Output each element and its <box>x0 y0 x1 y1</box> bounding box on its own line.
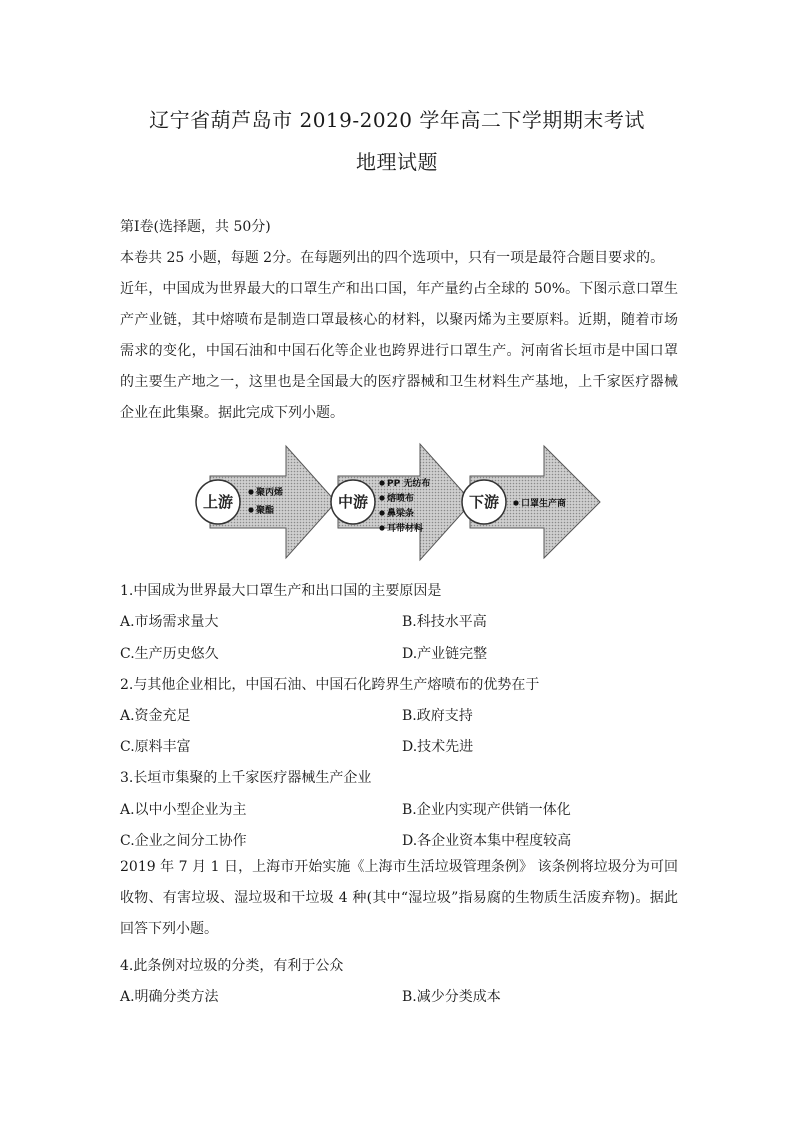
passage-garbage: 2019 年 7 月 1 日，上海市开始实施《上海市生活垃圾管理条例》 该条例将垃圾分为可回收物、有害垃圾、湿垃圾和干垃圾 4 种(其中“湿垃圾”指易腐的生物质生活废弃物)。据此回答下列小题。 <box>120 859 678 937</box>
bullet-icon <box>248 489 253 494</box>
downstream-label: 下游 <box>468 493 500 511</box>
question-stem: 4.此条例对垃圾的分类，有利于公众 <box>120 958 344 974</box>
mask-industry-chain-diagram <box>194 440 606 570</box>
midstream-item: 鼻梁条 <box>387 509 415 519</box>
midstream-item: PP 无纺布 <box>387 479 431 489</box>
option-a[interactable]: A.资金充足 <box>120 708 191 724</box>
option-c[interactable]: C.原料丰富 <box>120 739 191 755</box>
option-b[interactable]: B.政府支持 <box>402 708 473 724</box>
bullet-icon <box>379 480 384 485</box>
option-c[interactable]: C.企业之间分工协作 <box>120 833 247 849</box>
bullet-icon <box>379 510 384 515</box>
option-b[interactable]: B.企业内实现产供销一体化 <box>402 802 571 818</box>
section-instructions: 本卷共 25 小题，每题 2分。在每题列出的四个选项中，只有一项是最符合题目要求的。 <box>120 250 665 266</box>
option-d[interactable]: D.产业链完整 <box>402 646 488 662</box>
upstream-item: 聚丙烯 <box>256 488 284 498</box>
option-a[interactable]: A.市场需求量大 <box>120 614 219 630</box>
midstream-label: 中游 <box>337 493 369 511</box>
page-subtitle: 地理试题 <box>356 150 438 174</box>
option-b[interactable]: B.减少分类成本 <box>402 989 501 1005</box>
midstream-item: 耳带材料 <box>387 524 424 534</box>
option-b[interactable]: B.科技水平高 <box>402 614 487 630</box>
option-c[interactable]: C.生产历史悠久 <box>120 646 219 662</box>
bullet-icon <box>379 525 384 530</box>
passage-masks: 近年，中国成为世界最大的口罩生产和出口国，年产量约占全球的 50%。下图示意口罩生产产业链，其中熔喷布是制造口罩最核心的材料，以聚丙烯为主要原料。近期，随着市场需求的变化，中国石油和中国石化等企业也跨界进行口罩生产。河南省长垣市是中国口罩的主要生产地之一，这里也是全国最大的医疗器械和卫生材料生产基地，上千家医疗器械企业在此集聚。据此完成下列小题。 <box>120 281 678 421</box>
question-stem: 1.中国成为世界最大口罩生产和出口国的主要原因是 <box>120 583 442 599</box>
upstream-label: 上游 <box>202 493 234 511</box>
question-stem: 2.与其他企业相比，中国石油、中国石化跨界生产熔喷布的优势在于 <box>120 677 540 693</box>
bullet-icon <box>379 495 384 500</box>
downstream-item: 口罩生产商 <box>521 499 567 509</box>
option-a[interactable]: A.明确分类方法 <box>120 989 219 1005</box>
midstream-item: 熔喷布 <box>387 494 415 504</box>
bullet-icon <box>513 500 518 505</box>
upstream-item: 聚酯 <box>256 506 275 516</box>
bullet-icon <box>248 507 253 512</box>
option-d[interactable]: D.技术先进 <box>402 739 474 755</box>
option-a[interactable]: A.以中小型企业为主 <box>120 802 247 818</box>
section-heading: 第Ⅰ卷(选择题，共 50分) <box>120 219 271 235</box>
option-d[interactable]: D.各企业资本集中程度较高 <box>402 833 572 849</box>
page-title: 辽宁省葫芦岛市 2019-2020 学年高二下学期期末考试 <box>149 108 645 132</box>
question-stem: 3.长垣市集聚的上千家医疗器械生产企业 <box>120 770 372 786</box>
